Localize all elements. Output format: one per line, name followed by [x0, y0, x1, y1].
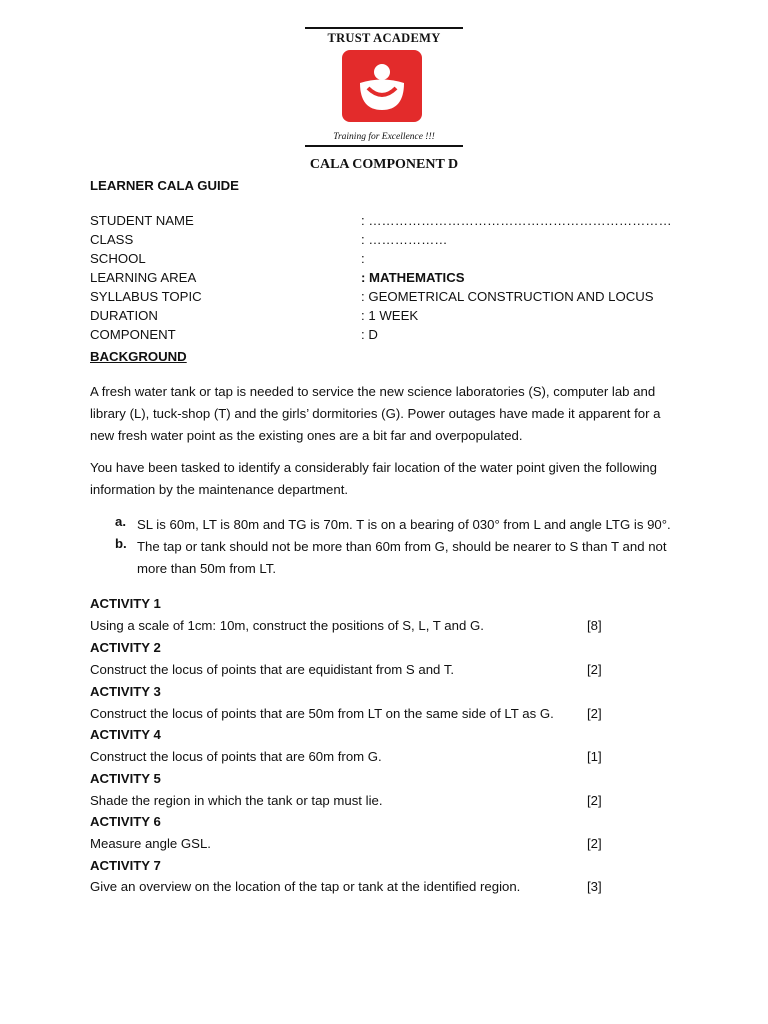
info-value-component: : D [361, 327, 378, 342]
background-heading: BACKGROUND [90, 349, 187, 364]
school-logo [305, 27, 463, 147]
list-item-b: The tap or tank should not be more than 60m from G, should be nearer to S than T and not more than 50m from LT. [137, 539, 667, 576]
background-paragraph-2: You have been tasked to identify a considerably fair location of the water point given the following information by the maintenance department. [90, 460, 657, 497]
info-value-school: : [361, 251, 365, 266]
activity-6-marks: [2] [587, 836, 602, 851]
activity-6-task: Measure angle GSL. [90, 836, 211, 851]
list-marker-b: b. [115, 536, 127, 551]
info-value-learning-area: : MATHEMATICS [361, 270, 465, 285]
guide-title: LEARNER CALA GUIDE [90, 178, 239, 193]
info-label-student-name: STUDENT NAME [90, 213, 194, 228]
info-label-duration: DURATION [90, 308, 158, 323]
activity-7-marks: [3] [587, 879, 602, 894]
activity-5-marks: [2] [587, 793, 602, 808]
list-marker-a: a. [115, 514, 126, 529]
logo-emblem-icon [342, 50, 422, 122]
info-label-syllabus-topic: SYLLABUS TOPIC [90, 289, 202, 304]
activity-2-title: ACTIVITY 2 [90, 640, 161, 655]
info-value-duration: : 1 WEEK [361, 308, 419, 323]
activity-1-title: ACTIVITY 1 [90, 596, 161, 611]
activity-4-title: ACTIVITY 4 [90, 727, 161, 742]
info-label-component: COMPONENT [90, 327, 176, 342]
activity-5-task: Shade the region in which the tank or tap must lie. [90, 793, 383, 808]
activity-3-task: Construct the locus of points that are 50m from LT on the same side of LT as G. [90, 706, 554, 721]
activity-3-title: ACTIVITY 3 [90, 684, 161, 699]
activity-2-task: Construct the locus of points that are equidistant from S and T. [90, 662, 455, 677]
person-emblem-icon [342, 50, 422, 122]
document-title: CALA COMPONENT D [309, 157, 459, 172]
logo-motto: Training for Excellence !!! [333, 132, 435, 142]
activity-7-task: Give an overview on the location of the tap or tank at the identified region. [90, 879, 521, 894]
info-value-class: : ……………… [361, 232, 448, 247]
activity-1-task: Using a scale of 1cm: 10m, construct the positions of S, L, T and G. [90, 618, 484, 633]
info-label-school: SCHOOL [90, 251, 146, 266]
info-label-learning-area: LEARNING AREA [90, 270, 197, 285]
activity-1-marks: [8] [587, 618, 602, 633]
activity-4-task: Construct the locus of points that are 60m from G. [90, 749, 382, 764]
activity-3-marks: [2] [587, 706, 602, 721]
activity-7-title: ACTIVITY 7 [90, 858, 161, 873]
activity-4-marks: [1] [587, 749, 602, 764]
info-value-syllabus-topic: : GEOMETRICAL CONSTRUCTION AND LOCUS [361, 289, 654, 304]
activity-5-title: ACTIVITY 5 [90, 771, 161, 786]
info-value-student-name: : …………………………………………………………… [361, 213, 672, 228]
info-label-class: CLASS [90, 232, 134, 247]
background-paragraph-1: A fresh water tank or tap is needed to service the new science laboratories (S), computer lab and library (L), tuck-shop (T) and the girls’ dormitories (G). Power outages have made it apparent for a new fresh water point as the existing ones are a bit far and overpopulated. [90, 384, 661, 443]
list-item-a: SL is 60m, LT is 80m and TG is 70m. T is on a bearing of 030° from L and angle LTG is 90°. [137, 517, 671, 532]
activity-2-marks: [2] [587, 662, 602, 677]
logo-title: TRUST ACADEMY [327, 31, 441, 45]
activity-6-title: ACTIVITY 6 [90, 814, 161, 829]
